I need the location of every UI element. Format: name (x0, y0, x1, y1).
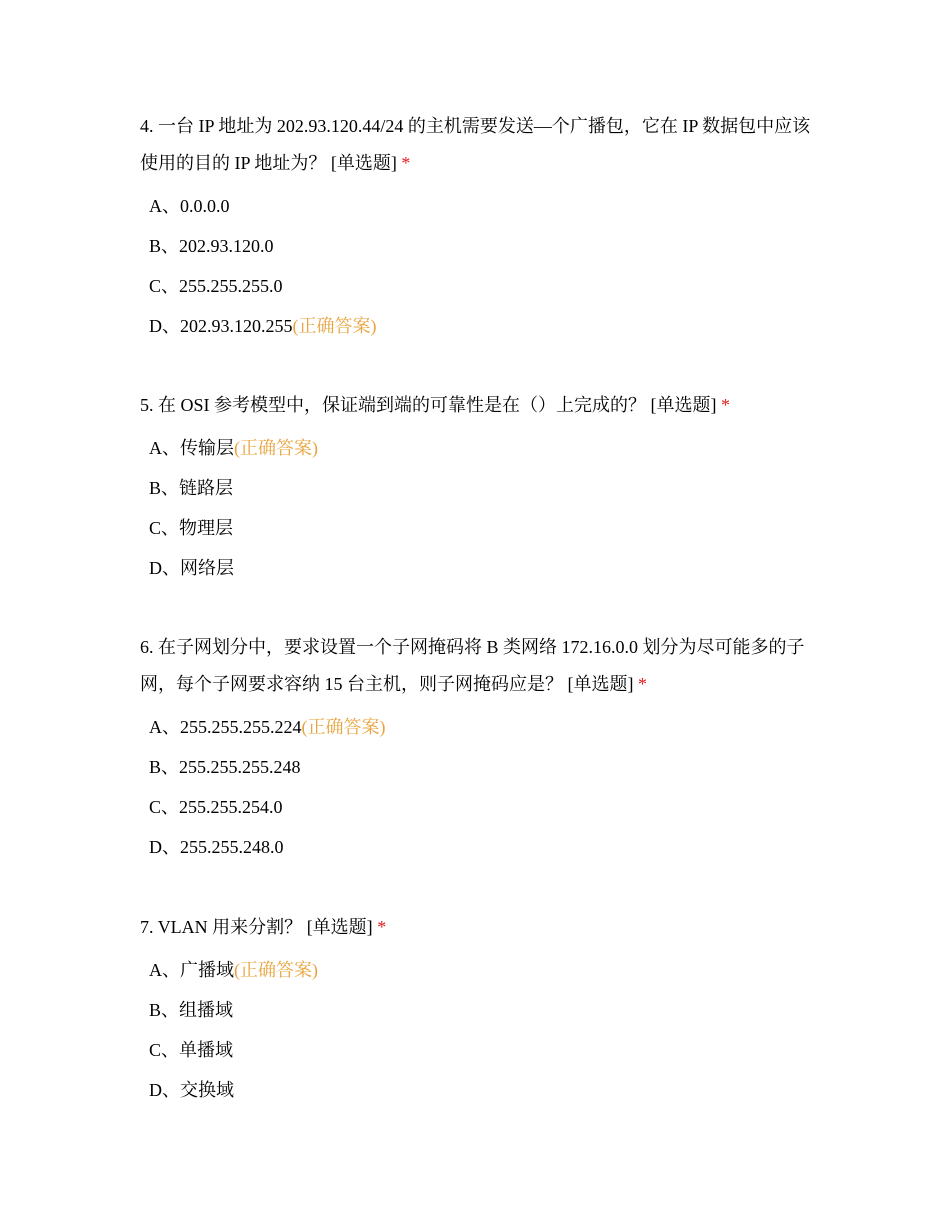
option-a[interactable] (140, 954, 820, 994)
option-text: 255.255.255.248 (179, 757, 301, 777)
option-text: 广播域 (180, 960, 234, 980)
option-list (140, 711, 820, 871)
option-letter: C、 (149, 518, 180, 538)
option-letter: C、 (149, 276, 180, 296)
question-title (140, 909, 820, 946)
option-d[interactable] (140, 310, 820, 350)
option-c[interactable] (140, 512, 820, 552)
option-letter: A、 (149, 438, 180, 458)
option-letter: D、 (149, 837, 180, 857)
required-mark: * (377, 917, 387, 937)
option-text: 202.93.120.255 (180, 316, 293, 336)
option-letter: D、 (149, 316, 180, 336)
question-number: 4. (140, 116, 154, 136)
option-text: 传输层 (180, 438, 234, 458)
question-text: 一台 IP 地址为 202.93.120.44/24 的主机需要发送—个广播包，它在 IP 数据包中应该使用的目的 IP 地址为？ (140, 116, 811, 173)
option-b[interactable] (140, 472, 820, 512)
question-type: [单选题] (330, 153, 397, 173)
option-letter: A、 (149, 960, 180, 980)
option-letter: C、 (149, 797, 180, 817)
question-6 (140, 629, 820, 871)
option-list (140, 432, 820, 592)
option-a[interactable] (140, 432, 820, 472)
option-c[interactable] (140, 791, 820, 831)
option-b[interactable] (140, 230, 820, 270)
correct-answer-tag: (正确答案) (292, 316, 377, 336)
option-letter: D、 (149, 558, 180, 578)
required-mark: * (721, 395, 731, 415)
question-text: VLAN 用来分割？ (157, 917, 303, 937)
option-d[interactable] (140, 1074, 820, 1114)
correct-answer-tag: (正确答案) (301, 717, 386, 737)
option-text: 0.0.0.0 (180, 196, 230, 216)
option-letter: C、 (149, 1040, 180, 1060)
option-a[interactable] (140, 190, 820, 230)
question-title (140, 387, 820, 424)
question-title (140, 108, 820, 182)
option-letter: B、 (149, 1000, 180, 1020)
option-text: 交换域 (180, 1080, 234, 1100)
question-type: [单选题] (306, 917, 373, 937)
option-text: 组播域 (179, 1000, 234, 1020)
option-list (140, 190, 820, 350)
option-d[interactable] (140, 831, 820, 871)
option-letter: B、 (149, 757, 180, 777)
option-text: 物理层 (179, 518, 234, 538)
question-type: [单选题] (567, 674, 634, 694)
option-a[interactable] (140, 711, 820, 751)
option-letter: B、 (149, 478, 180, 498)
required-mark: * (401, 153, 411, 173)
option-letter: A、 (149, 717, 180, 737)
question-4 (140, 108, 820, 350)
required-mark: * (638, 674, 647, 694)
option-b[interactable] (140, 994, 820, 1034)
question-text: 在 OSI 参考模型中，保证端到端的可靠性是在（）上完成的？ (158, 395, 647, 415)
option-letter: A、 (149, 196, 180, 216)
option-text: 255.255.255.224 (180, 717, 302, 737)
correct-answer-tag: (正确答案) (234, 960, 318, 980)
option-text: 单播域 (179, 1040, 234, 1060)
option-text: 链路层 (179, 478, 234, 498)
question-text: 在子网划分中，要求设置一个子网掩码将 B 类网络 172.16.0.0 划分为尽可能多的子网，每个子网要求容纳 15 台主机，则子网掩码应是？ (140, 637, 805, 694)
question-number: 7. (140, 917, 154, 937)
option-b[interactable] (140, 751, 820, 791)
question-number: 6. (140, 637, 154, 657)
option-c[interactable] (140, 270, 820, 310)
option-text: 255.255.254.0 (179, 797, 283, 817)
question-number: 5. (140, 395, 154, 415)
option-list (140, 954, 820, 1114)
option-text: 202.93.120.0 (179, 236, 274, 256)
question-type: [单选题] (650, 395, 717, 415)
question-7 (140, 909, 820, 1114)
option-d[interactable] (140, 552, 820, 592)
option-letter: B、 (149, 236, 180, 256)
option-letter: D、 (149, 1080, 180, 1100)
question-5 (140, 387, 820, 592)
option-text: 255.255.248.0 (180, 837, 284, 857)
option-text: 255.255.255.0 (179, 276, 283, 296)
correct-answer-tag: (正确答案) (234, 438, 318, 458)
question-title (140, 629, 820, 703)
option-c[interactable] (140, 1034, 820, 1074)
option-text: 网络层 (180, 558, 234, 578)
